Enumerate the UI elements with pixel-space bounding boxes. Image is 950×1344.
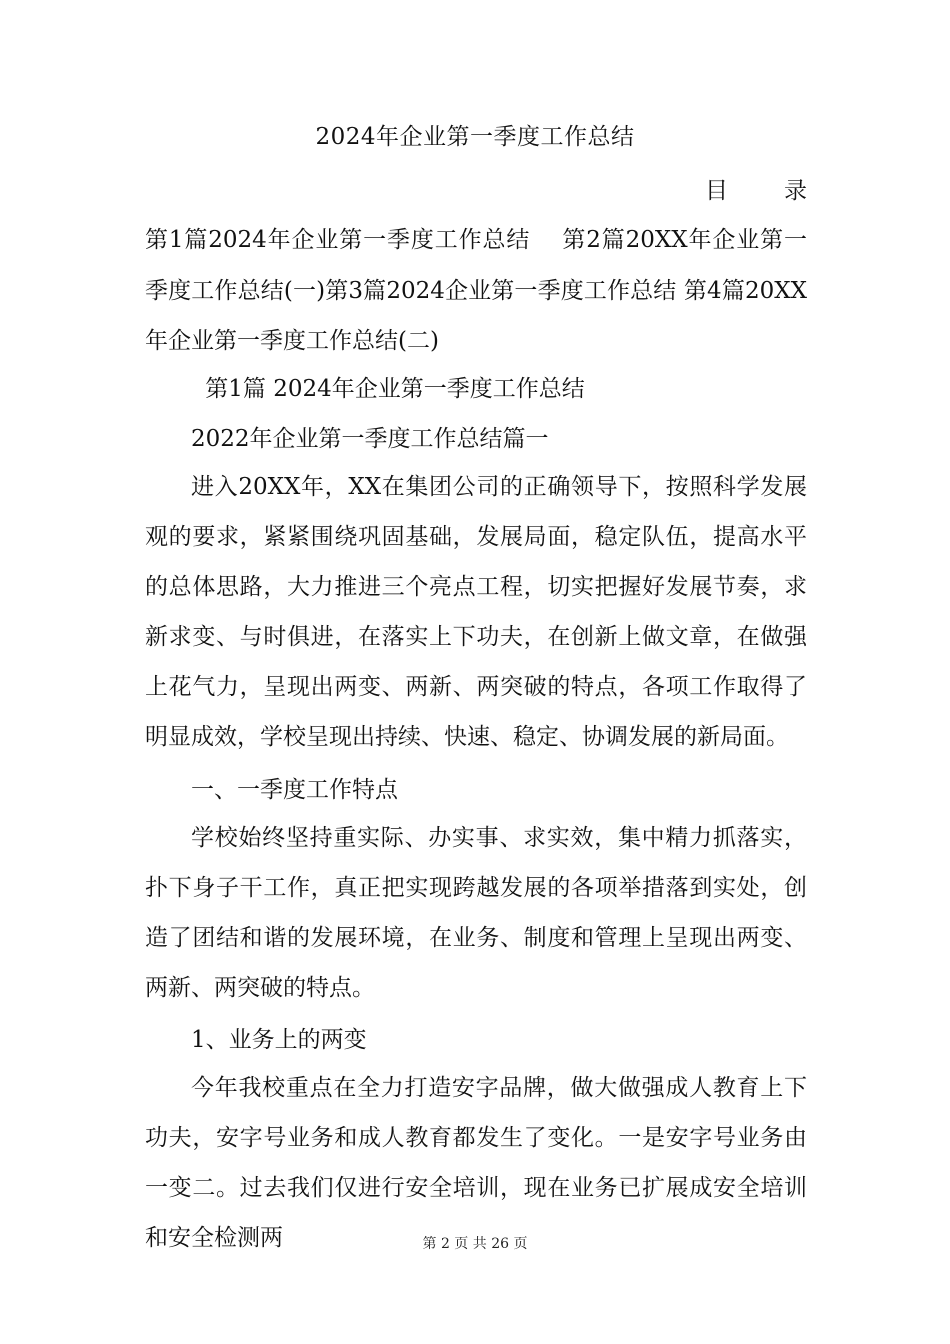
paragraph-business-changes: 今年我校重点在全力打造安字品牌，做大做强成人教育上下功夫，安字号业务和成人教育都发生了变化。一是安字号业务由一变二。过去我们仅进行安全培训，现在业务已扩展成安全培训和安全检测两 [145,1075,807,1251]
heading-work-features: 一、一季度工作特点 [191,777,398,803]
toc-heading-right: 录 [784,178,807,204]
heading-business-changes: 1、业务上的两变 [191,1027,367,1053]
toc-entries: 第1篇2024年企业第一季度工作总结 第2篇20XX年企业第一季度工作总结(一)第3篇2024企业第一季度工作总结 第4篇20XX年企业第一季度工作总结(二) [145,227,807,354]
paragraph-work-features: 学校始终坚持重实际、办实事、求实效，集中精力抓落实，扑下身子干工作，真正把实现跨越发展的各项举措落到实处，创造了团结和谐的发展环境，在业务、制度和管理上呈现出两变、两新、两突破的特点。 [145,825,807,1001]
document-title: 2024年企业第一季度工作总结 [315,124,635,150]
section-heading: 第1篇 2024年企业第一季度工作总结 [205,376,585,402]
subtitle: 2022年企业第一季度工作总结篇一 [191,426,549,452]
toc-heading-left: 目 [705,178,728,204]
intro-paragraph: 进入20XX年，XX在集团公司的正确领导下，按照科学发展观的要求，紧紧围绕巩固基础，发展局面，稳定队伍，提高水平的总体思路，大力推进三个亮点工程，切实把握好发展节奏，求新求变、与时俱进，在落实上下功夫，在创新上做文章，在做强上花气力，呈现出两变、两新、两突破的特点，各项工作取得了明显成效，学校呈现出持续、快速、稳定、协调发展的新局面。 [145,474,807,750]
page-footer: 第 2 页 共 26 页 [422,1236,528,1252]
toc-heading [705,172,807,205]
